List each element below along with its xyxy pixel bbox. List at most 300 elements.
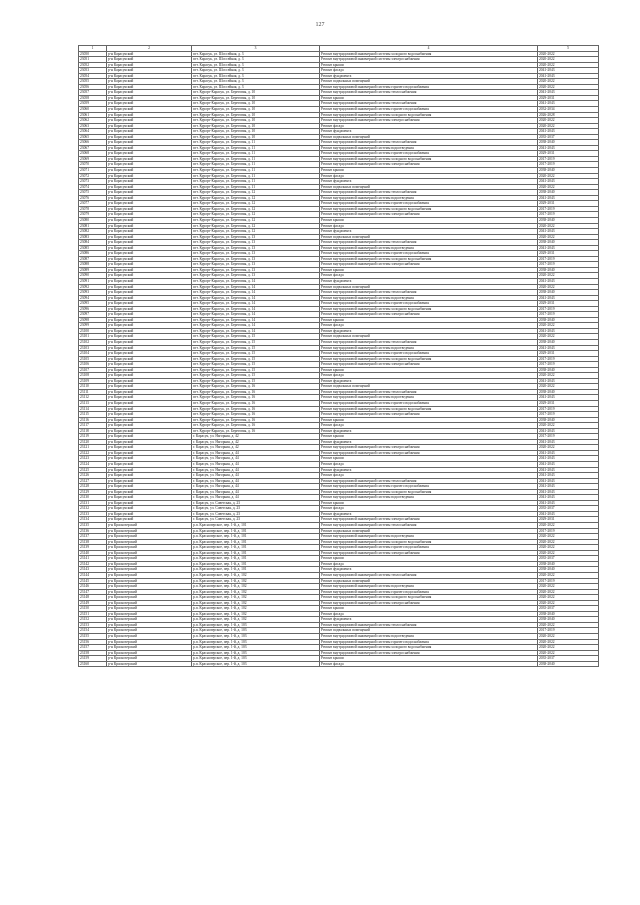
cell-district: р-н Карасукский [107,339,192,345]
cell-address: пгт. Курорт-Карасук, ул. Береговая, д. 15 [192,362,320,368]
cell-period: 2038-2040 [538,617,599,623]
cell-number: 23116 [79,417,107,423]
cell-number: 23057 [79,90,107,96]
cell-district: р-н Краснозерский [107,656,192,662]
page-number: 127 [315,22,325,28]
cell-period: 2020-2022 [538,223,599,229]
cell-work-type: Ремонт фасада [320,273,538,279]
cell-district: р-н Краснозерский [107,595,192,601]
cell-period: 2029-2031 [538,201,599,207]
cell-district: р-н Краснозерский [107,600,192,606]
cell-district: р-н Карасукский [107,118,192,124]
cell-work-type: Ремонт внутридомовой инженерной системы электроснабжения [320,450,538,456]
cell-address: пгт. Курорт-Карасук, ул. Береговая, д. 11 [192,156,320,162]
cell-address: пгт. Курорт-Карасук, ул. Береговая, д. 16 [192,401,320,407]
cell-district: р-н Краснозерский [107,539,192,545]
cell-number: 23087 [79,256,107,262]
cell-number: 23144 [79,572,107,578]
cell-address: пгт. Курорт-Карасук, ул. Береговая, д. 14 [192,306,320,312]
cell-period: 2020-2022 [538,650,599,656]
cell-period: 2038-2040 [538,661,599,667]
cell-period: 2020-2022 [538,633,599,639]
cell-number: 23061 [79,112,107,118]
cell-address: пгт. Курорт-Карасук, ул. Береговая, д. 15 [192,334,320,340]
cell-period: 2020-2022 [538,284,599,290]
cell-work-type: Ремонт фундамента [320,73,538,79]
cell-district: р-н Карасукский [107,95,192,101]
cell-address: пгт. Курорт-Карасук, ул. Береговая, д. 12 [192,229,320,235]
cell-address: пгт. Курорт-Карасук, ул. Береговая, д. 15 [192,351,320,357]
cell-period: 2038-2040 [538,417,599,423]
cell-district: р-н Краснозерский [107,567,192,573]
cell-district: р-н Карасукский [107,151,192,157]
cell-period: 2020-2022 [538,334,599,340]
cell-district: р-н Карасукский [107,412,192,418]
cell-address: пгт. Курорт-Карасук, ул. Береговая, д. 15 [192,367,320,373]
cell-number: 23104 [79,351,107,357]
cell-number: 23077 [79,201,107,207]
cell-address: пгт. Курорт-Карасук, ул. Береговая, д. 16 [192,395,320,401]
cell-address: р.п. Краснозерское, пер. 1-й, д. 103 [192,656,320,662]
cell-work-type: Ремонт фасада [320,506,538,512]
cell-number: 23154 [79,628,107,634]
cell-address: р.п. Краснозерское, пер. 1-й, д. 101 [192,550,320,556]
cell-number: 23090 [79,273,107,279]
cell-work-type: Ремонт внутридомовой инженерной системы водоотведения [320,633,538,639]
cell-work-type: Ремонт фасада [320,561,538,567]
column-header-address: 3 [192,46,320,52]
cell-work-type: Ремонт подвальных помещений [320,184,538,190]
cell-address: пгт. Курорт-Карасук, ул. Береговая, д. 13 [192,251,320,257]
cell-number: 23066 [79,140,107,146]
cell-period: 2041-2043 [538,229,599,235]
cell-work-type: Ремонт крыши [320,656,538,662]
cell-number: 23076 [79,195,107,201]
cell-work-type: Ремонт крыши [320,417,538,423]
cell-number: 23071 [79,168,107,174]
cell-district: р-н Краснозерский [107,639,192,645]
cell-work-type: Ремонт крыши [320,217,538,223]
cell-period: 2038-2040 [538,240,599,246]
cell-district: р-н Краснозерский [107,633,192,639]
cell-district: р-н Карасукский [107,328,192,334]
cell-number: 23067 [79,145,107,151]
cell-work-type: Ремонт фундамента [320,328,538,334]
cell-work-type: Ремонт внутридомовой инженерной системы холодного водоснабжения [320,356,538,362]
cell-work-type: Ремонт внутридомовой инженерной системы горячего водоснабжения [320,401,538,407]
cell-work-type: Ремонт внутридомовой инженерной системы теплоснабжения [320,478,538,484]
cell-address: пгт. Курорт-Карасук, ул. Береговая, д. 12 [192,195,320,201]
cell-period: 2041-2043 [538,245,599,251]
cell-work-type: Ремонт фасада [320,423,538,429]
cell-address: пгт. Курорт-Карасук, ул. Береговая, д. 16 [192,423,320,429]
cell-number: 23123 [79,456,107,462]
cell-work-type: Ремонт фундамента [320,229,538,235]
cell-work-type: Ремонт фундамента [320,567,538,573]
cell-district: р-н Карасукский [107,57,192,63]
cell-address: г. Карасук, ул. Нагорная, д. 44 [192,484,320,490]
cell-period: 2041-2043 [538,90,599,96]
cell-work-type: Ремонт внутридомовой инженерной системы водоотведения [320,145,538,151]
cell-address: р.п. Краснозерское, пер. 1-й, д. 101 [192,539,320,545]
column-header-period: 5 [538,46,599,52]
cell-address: пгт. Курорт-Карасук, ул. Береговая, д. 14 [192,295,320,301]
cell-work-type: Ремонт фундамента [320,179,538,185]
cell-address: пгт. Курорт-Карасук, ул. Береговая, д. 15 [192,356,320,362]
cell-period: 2032-2034 [538,107,599,113]
cell-number: 23148 [79,595,107,601]
cell-period: 2020-2022 [538,323,599,329]
cell-district: р-н Карасукский [107,384,192,390]
cell-number: 23125 [79,467,107,473]
cell-district: р-н Карасукский [107,129,192,135]
cell-district: р-н Карасукский [107,356,192,362]
cell-period: 2017-2019 [538,256,599,262]
cell-period: 2038-2040 [538,140,599,146]
cell-address: р.п. Краснозерское, пер. 1-й, д. 103 [192,650,320,656]
cell-address: пгт. Курорт-Карасук, ул. Береговая, д. 14 [192,301,320,307]
cell-number: 23073 [79,179,107,185]
cell-period: 2029-2031 [538,251,599,257]
cell-period: 2029-2031 [538,401,599,407]
cell-district: р-н Карасукский [107,434,192,440]
cell-district: р-н Карасукский [107,334,192,340]
cell-number: 23113 [79,401,107,407]
cell-number: 23112 [79,395,107,401]
cell-number: 23150 [79,606,107,612]
cell-period: 2041-2043 [538,295,599,301]
cell-district: р-н Карасукский [107,467,192,473]
cell-number: 23120 [79,439,107,445]
cell-work-type: Ремонт внутридомовой инженерной системы холодного водоснабжения [320,645,538,651]
cell-period: 2029-2031 [538,151,599,157]
cell-period: 2020-2022 [538,539,599,545]
cell-district: р-н Карасукский [107,68,192,74]
cell-number: 23118 [79,428,107,434]
cell-period: 2035-2037 [538,606,599,612]
cell-work-type: Ремонт фундамента [320,378,538,384]
cell-work-type: Ремонт внутридомовой инженерной системы теплоснабжения [320,339,538,345]
cell-district: р-н Карасукский [107,378,192,384]
cell-period: 2041-2043 [538,395,599,401]
cell-address: пгт. Карасук, ул. Шоссейная, д. 3 [192,84,320,90]
cell-work-type: Ремонт внутридомовой инженерной системы электроснабжения [320,550,538,556]
cell-address: пгт. Курорт-Карасук, ул. Береговая, д. 14 [192,290,320,296]
cell-district: р-н Карасукский [107,201,192,207]
cell-work-type: Ремонт фундамента [320,278,538,284]
cell-period: 2038-2040 [538,168,599,174]
cell-district: р-н Карасукский [107,284,192,290]
cell-period: 2017-2019 [538,212,599,218]
cell-address: р.п. Краснозерское, пер. 1-й, д. 102 [192,584,320,590]
cell-number: 23050 [79,51,107,57]
cell-period: 2029-2031 [538,301,599,307]
cell-work-type: Ремонт фундамента [320,129,538,135]
cell-number: 23146 [79,584,107,590]
cell-period: 2029-2031 [538,95,599,101]
cell-district: р-н Карасукский [107,134,192,140]
cell-district: р-н Карасукский [107,90,192,96]
cell-district: р-н Краснозерский [107,556,192,562]
cell-period: 2017-2019 [538,356,599,362]
cell-work-type: Ремонт внутридомовой инженерной системы электроснабжения [320,262,538,268]
cell-district: р-н Карасукский [107,184,192,190]
cell-number: 23097 [79,312,107,318]
cell-district: р-н Краснозерский [107,534,192,540]
cell-period: 2020-2022 [538,79,599,85]
cell-period: 2020-2022 [538,550,599,556]
cell-address: пгт. Курорт-Карасук, ул. Береговая, д. 11 [192,168,320,174]
cell-number: 23115 [79,412,107,418]
cell-period: 2020-2022 [538,373,599,379]
cell-work-type: Ремонт внутридомовой инженерной системы водоотведения [320,345,538,351]
cell-period: 2038-2040 [538,389,599,395]
cell-work-type: Ремонт внутридомовой инженерной системы горячего водоснабжения [320,201,538,207]
cell-period: 2020-2022 [538,384,599,390]
cell-address: пгт. Курорт-Карасук, ул. Береговая, д. 14 [192,323,320,329]
cell-district: р-н Карасукский [107,317,192,323]
cell-address: пгт. Курорт-Карасук, ул. Береговая, д. 10 [192,134,320,140]
cell-district: р-н Краснозерский [107,650,192,656]
cell-address: пгт. Карасук, ул. Шоссейная, д. 3 [192,79,320,85]
cell-period: 2041-2043 [538,456,599,462]
cell-number: 23062 [79,118,107,124]
cell-district: р-н Карасукский [107,278,192,284]
cell-address: г. Карасук, ул. Нагорная, д. 42 [192,445,320,451]
cell-address: р.п. Краснозерское, пер. 1-й, д. 101 [192,528,320,534]
cell-address: пгт. Курорт-Карасук, ул. Береговая, д. 12 [192,190,320,196]
cell-district: р-н Карасукский [107,323,192,329]
cell-address: р.п. Краснозерское, пер. 1-й, д. 102 [192,578,320,584]
cell-period: 2041-2043 [538,462,599,468]
cell-period: 2041-2043 [538,473,599,479]
cell-district: р-н Карасукский [107,462,192,468]
table-row [79,661,599,667]
cell-period: 2038-2040 [538,217,599,223]
cell-address: р.п. Краснозерское, пер. 1-й, д. 102 [192,595,320,601]
cell-period: 2017-2019 [538,362,599,368]
cell-period: 2035-2037 [538,506,599,512]
table-body [79,51,599,667]
cell-district: р-н Карасукский [107,251,192,257]
cell-number: 23137 [79,534,107,540]
cell-number: 23114 [79,406,107,412]
cell-number: 23055 [79,79,107,85]
cell-address: пгт. Курорт-Карасук, ул. Береговая, д. 11 [192,140,320,146]
cell-address: г. Карасук, ул. Нагорная, д. 44 [192,462,320,468]
cell-number: 23074 [79,184,107,190]
cell-number: 23058 [79,95,107,101]
cell-district: р-н Карасукский [107,417,192,423]
cell-district: р-н Карасукский [107,495,192,501]
cell-period: 2041-2043 [538,179,599,185]
cell-work-type: Ремонт внутридомовой инженерной системы электроснабжения [320,212,538,218]
cell-period: 2020-2022 [538,234,599,240]
cell-work-type: Ремонт крыши [320,500,538,506]
cell-work-type: Ремонт подвальных помещений [320,528,538,534]
cell-work-type: Ремонт крыши [320,606,538,612]
cell-period: 2020-2022 [538,84,599,90]
cell-work-type: Ремонт фасада [320,473,538,479]
cell-period: 2041-2043 [538,467,599,473]
cell-period: 2041-2043 [538,73,599,79]
cell-address: пгт. Карасук, ул. Шоссейная, д. 3 [192,57,320,63]
cell-period: 2035-2037 [538,656,599,662]
cell-district: р-н Карасукский [107,345,192,351]
cell-period: 2041-2043 [538,478,599,484]
cell-period: 2041-2043 [538,439,599,445]
cell-address: пгт. Курорт-Карасук, ул. Береговая, д. 11 [192,151,320,157]
cell-address: пгт. Курорт-Карасук, ул. Береговая, д. 12 [192,201,320,207]
cell-number: 23081 [79,223,107,229]
cell-work-type: Ремонт подвальных помещений [320,334,538,340]
cell-number: 23136 [79,528,107,534]
cell-number: 23098 [79,317,107,323]
cell-district: р-н Краснозерский [107,578,192,584]
cell-district: р-н Карасукский [107,101,192,107]
cell-number: 23051 [79,57,107,63]
cell-period: 2017-2019 [538,578,599,584]
cell-period: 2041-2043 [538,101,599,107]
cell-address: г. Карасук, ул. Нагорная, д. 44 [192,473,320,479]
cell-address: пгт. Курорт-Карасук, ул. Береговая, д. 13 [192,267,320,273]
cell-district: р-н Карасукский [107,473,192,479]
cell-address: г. Карасук, ул. Нагорная, д. 44 [192,467,320,473]
cell-number: 23089 [79,267,107,273]
cell-number: 23145 [79,578,107,584]
cell-number: 23129 [79,489,107,495]
cell-district: р-н Карасукский [107,478,192,484]
cell-number: 23155 [79,633,107,639]
cell-work-type: Ремонт фундамента [320,467,538,473]
cell-district: р-н Карасукский [107,262,192,268]
cell-district: р-н Карасукский [107,367,192,373]
cell-period: 2038-2040 [538,190,599,196]
cell-period: 2041-2043 [538,345,599,351]
cell-work-type: Ремонт крыши [320,434,538,440]
cell-work-type: Ремонт внутридомовой инженерной системы холодного водоснабжения [320,306,538,312]
cell-address: г. Карасук, ул. Нагорная, д. 44 [192,489,320,495]
cell-address: р.п. Краснозерское, пер. 1-й, д. 102 [192,572,320,578]
cell-period: 2020-2022 [538,595,599,601]
cell-period: 2041-2043 [538,489,599,495]
cell-district: р-н Карасукский [107,234,192,240]
cell-work-type: Ремонт крыши [320,317,538,323]
cell-work-type: Ремонт внутридомовой инженерной системы водоотведения [320,495,538,501]
cell-period: 2020-2022 [538,639,599,645]
cell-period: 2041-2043 [538,428,599,434]
cell-district: р-н Карасукский [107,389,192,395]
cell-period: 2041-2043 [538,195,599,201]
cell-work-type: Ремонт внутридомовой инженерной системы электроснабжения [320,57,538,63]
cell-district: р-н Карасукский [107,223,192,229]
cell-number: 23052 [79,62,107,68]
cell-district: р-н Карасукский [107,445,192,451]
cell-work-type: Ремонт внутридомовой инженерной системы электроснабжения [320,650,538,656]
cell-district: р-н Карасукский [107,395,192,401]
cell-number: 23133 [79,511,107,517]
cell-work-type: Ремонт внутридомовой инженерной системы электроснабжения [320,362,538,368]
cell-district: р-н Карасукский [107,79,192,85]
cell-number: 23101 [79,334,107,340]
cell-work-type: Ремонт внутридомовой инженерной системы горячего водоснабжения [320,151,538,157]
cell-work-type: Ремонт внутридомовой инженерной системы холодного водоснабжения [320,489,538,495]
cell-work-type: Ремонт внутридомовой инженерной системы холодного водоснабжения [320,206,538,212]
cell-district: р-н Карасукский [107,290,192,296]
cell-period: 2020-2022 [538,123,599,129]
cell-period: 2017-2019 [538,312,599,318]
cell-number: 23103 [79,345,107,351]
cell-address: р.п. Краснозерское, пер. 1-й, д. 103 [192,622,320,628]
cell-district: р-н Карасукский [107,140,192,146]
cell-work-type: Ремонт внутридомовой инженерной системы теплоснабжения [320,523,538,529]
cell-number: 23084 [79,240,107,246]
cell-number: 23094 [79,295,107,301]
cell-address: р.п. Краснозерское, пер. 1-й, д. 103 [192,639,320,645]
cell-number: 23065 [79,134,107,140]
cell-number: 23069 [79,156,107,162]
cell-address: пгт. Курорт-Карасук, ул. Береговая, д. 13 [192,240,320,246]
cell-address: г. Карасук, ул. Нагорная, д. 44 [192,456,320,462]
cell-address: пгт. Карасук, ул. Шоссейная, д. 3 [192,51,320,57]
cell-district: р-н Карасукский [107,484,192,490]
cell-period: 2017-2019 [538,306,599,312]
cell-address: р.п. Краснозерское, пер. 1-й, д. 101 [192,523,320,529]
cell-district: р-н Карасукский [107,206,192,212]
cell-work-type: Ремонт внутридомовой инженерной системы холодного водоснабжения [320,595,538,601]
cell-district: р-н Краснозерский [107,528,192,534]
cell-work-type: Ремонт внутридомовой инженерной системы горячего водоснабжения [320,301,538,307]
cell-number: 23153 [79,622,107,628]
cell-number: 23141 [79,556,107,562]
cell-number: 23082 [79,229,107,235]
cell-work-type: Ремонт внутридомовой инженерной системы электроснабжения [320,412,538,418]
cell-work-type: Ремонт фасада [320,462,538,468]
cell-address: р.п. Краснозерское, пер. 1-й, д. 101 [192,556,320,562]
cell-address: г. Карасук, ул. Нагорная, д. 44 [192,450,320,456]
cell-address: г. Карасук, ул. Нагорная, д. 44 [192,478,320,484]
cell-address: р.п. Краснозерское, пер. 1-й, д. 103 [192,645,320,651]
cell-district: р-н Карасукский [107,212,192,218]
cell-district: р-н Карасукский [107,406,192,412]
cell-district: р-н Карасукский [107,123,192,129]
cell-period: 2038-2040 [538,267,599,273]
cell-period: 2020-2022 [538,572,599,578]
cell-work-type: Ремонт фундамента [320,428,538,434]
cell-work-type: Ремонт внутридомовой инженерной системы холодного водоснабжения [320,539,538,545]
cell-address: пгт. Курорт-Карасук, ул. Береговая, д. 14 [192,278,320,284]
cell-work-type: Ремонт внутридомовой инженерной системы холодного водоснабжения [320,51,538,57]
cell-address: р.п. Краснозерское, пер. 1-й, д. 102 [192,617,320,623]
cell-number: 23059 [79,101,107,107]
cell-work-type: Ремонт внутридомовой инженерной системы холодного водоснабжения [320,156,538,162]
cell-address: пгт. Курорт-Карасук, ул. Береговая, д. 11 [192,162,320,168]
cell-work-type: Ремонт крыши [320,62,538,68]
cell-address: пгт. Курорт-Карасук, ул. Береговая, д. 15 [192,339,320,345]
cell-district: р-н Карасукский [107,156,192,162]
cell-district: р-н Карасукский [107,500,192,506]
cell-address: пгт. Карасук, ул. Шоссейная, д. 3 [192,73,320,79]
cell-number: 23105 [79,356,107,362]
cell-address: р.п. Краснозерское, пер. 1-й, д. 102 [192,611,320,617]
cell-work-type: Ремонт внутридомовой инженерной системы горячего водоснабжения [320,639,538,645]
cell-number: 23121 [79,445,107,451]
cell-address: пгт. Курорт-Карасук, ул. Береговая, д. 14 [192,284,320,290]
cell-number: 23078 [79,206,107,212]
cell-period: 2020-2022 [538,622,599,628]
cell-address: пгт. Курорт-Карасук, ул. Береговая, д. 16 [192,417,320,423]
cell-work-type: Ремонт внутридомовой инженерной системы электроснабжения [320,162,538,168]
